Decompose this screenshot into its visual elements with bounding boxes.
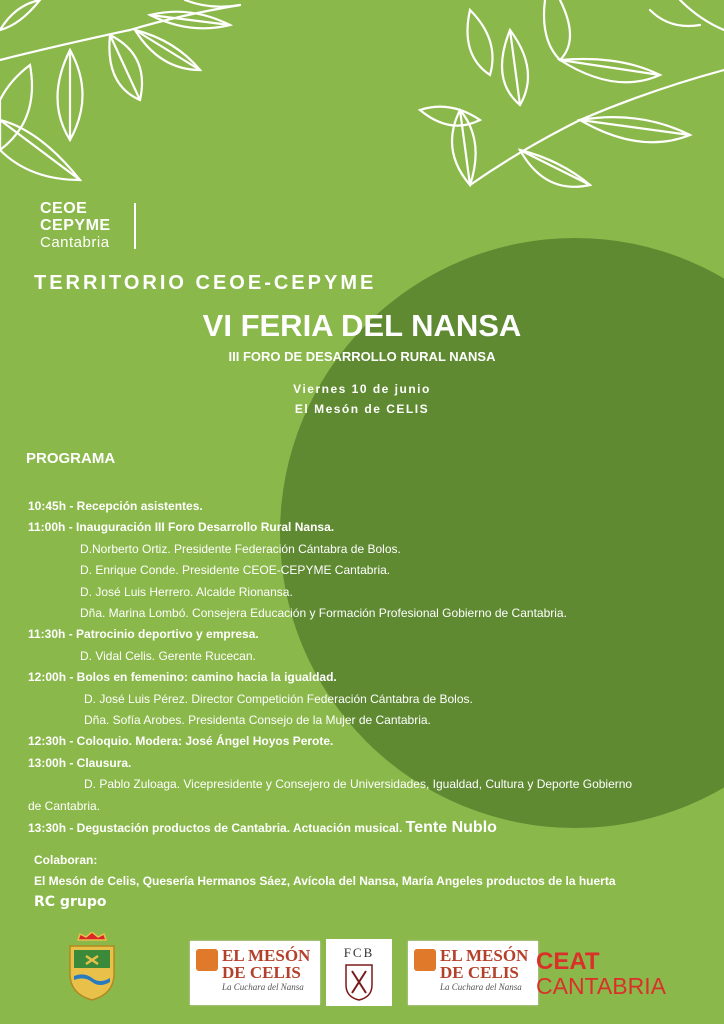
meson-tagline: La Cuchara del Nansa — [222, 982, 304, 992]
event-venue: El Mesón de CELIS — [294, 402, 430, 416]
logo-line-3: Cantabria — [40, 234, 110, 251]
meson-title: EL MESÓN DE CELIS — [222, 946, 311, 982]
schedule-speaker: Dña. Marina Lombó. Consejera Educación y Formación Profesional Gobierno de Cantabria. — [80, 606, 567, 621]
meson-emblem-icon — [414, 949, 436, 971]
event-date: Viernes 10 de junio — [293, 382, 431, 396]
territorio-heading: TERRITORIO CEOE-CEPYME — [34, 272, 377, 294]
schedule-item: 12:00h - Bolos en femenino: camino hacia la igualdad. — [28, 670, 337, 685]
rc-grupo: RC grupo — [34, 894, 107, 910]
colaboran-section — [34, 850, 616, 913]
event-title: VI FERIA DEL NANSA — [202, 308, 522, 343]
schedule-speaker: Dña. Sofía Arobes. Presidenta Consejo de la Mujer de Cantabria. — [84, 713, 431, 728]
schedule-speaker: D. José Luis Pérez. Director Competición Federación Cántabra de Bolos. — [84, 691, 473, 706]
municipal-shield-icon — [64, 932, 120, 1002]
schedule-speaker: D.Norberto Ortiz. Presidente Federación Cántabra de Bolos. — [80, 541, 401, 556]
schedule-speaker-cont: de Cantabria. — [28, 798, 101, 813]
schedule-speaker: D. Vidal Celis. Gerente Rucecan. — [80, 648, 256, 663]
schedule-item: 13:00h - Clausura. — [28, 755, 132, 770]
event-subtitle: III FORO DE DESARROLLO RURAL NANSA — [228, 349, 496, 364]
meson-celis-logo-2 — [408, 941, 538, 1005]
event-date-venue — [0, 379, 724, 419]
meson-tagline: La Cuchara del Nansa — [440, 982, 522, 992]
ceat-cantabria-logo — [536, 950, 666, 998]
ceoe-cepyme-logo — [40, 200, 111, 251]
schedule-speaker: D. Enrique Conde. Presidente CEOE-CEPYME Cantabria. — [80, 563, 391, 578]
fcb-logo — [326, 939, 392, 1006]
schedule-list — [28, 496, 708, 840]
ceat-line-1: CEAT — [536, 948, 600, 975]
fcb-shield-icon — [344, 963, 374, 1001]
meson-celis-logo-1 — [190, 941, 320, 1005]
meson-emblem-icon — [196, 949, 218, 971]
schedule-item: 10:45h - Recepción asistentes. — [28, 499, 203, 513]
leaf-cluster-left — [0, 0, 240, 180]
logo-line-1: CEOE — [40, 200, 88, 217]
schedule-item-last — [28, 817, 708, 839]
schedule-item: 11:30h - Patrocinio deportivo y empresa. — [28, 627, 259, 642]
leaf-cluster-right — [420, 0, 724, 187]
schedule-speaker: D. José Luis Herrero. Alcalde Rionansa. — [80, 584, 293, 599]
schedule-item: 12:30h - Coloquio. Modera: José Ángel Hoyos Perote. — [28, 734, 334, 749]
logo-line-2: CEPYME — [40, 217, 111, 234]
schedule-item: 11:00h - Inauguración III Foro Desarrollo Rural Nansa. — [28, 520, 335, 535]
colaboran-list: El Mesón de Celis, Quesería Hermanos Sáez, Avícola del Nansa, María Angeles productos de la huerta — [34, 874, 616, 888]
schedule-item-text: 13:30h - Degustación productos de Cantabria. Actuación musical. — [28, 821, 403, 836]
logo-divider — [134, 203, 136, 249]
musical-act: Tente Nublo — [405, 819, 497, 837]
meson-title: EL MESÓN DE CELIS — [440, 946, 529, 982]
leaves-decoration — [0, 0, 724, 200]
schedule-speaker: D. Pablo Zuloaga. Vicepresidente y Consejero de Universidades, Igualdad, Cultura y Deporte Gobierno — [84, 777, 633, 792]
fcb-text: FCB — [343, 945, 375, 960]
programa-heading: PROGRAMA — [26, 450, 116, 467]
colaboran-heading: Colaboran: — [34, 853, 98, 867]
ceat-line-2: CANTABRIA — [536, 973, 666, 999]
